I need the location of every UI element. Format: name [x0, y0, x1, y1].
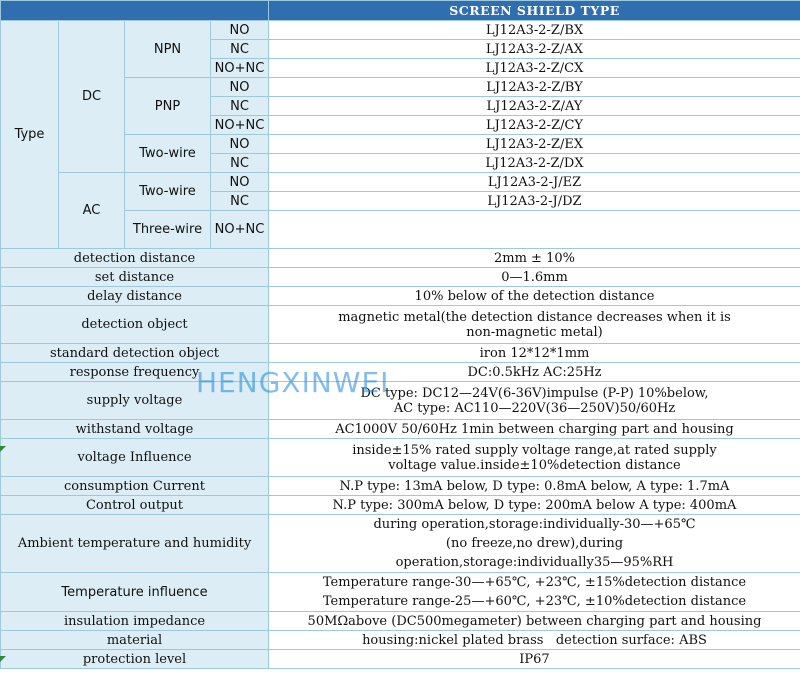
output-cell: NC: [211, 97, 269, 116]
dc-two-wire-label: Two-wire: [125, 135, 211, 173]
model-cell: LJ12A3-2-Z/BX: [269, 21, 800, 40]
detection-distance-label: detection distance: [1, 249, 269, 268]
insulation-impedance-value: 50MΩabove (DC500megameter) between charging part and housing: [269, 612, 800, 631]
material-value: housing:nickel plated brass detection surface: ABS: [269, 631, 800, 650]
set-distance-label: set distance: [1, 268, 269, 287]
model-cell: LJ12A3-2-Z/BY: [269, 78, 800, 97]
corner-marker: [0, 446, 6, 452]
output-cell: NO+NC: [211, 59, 269, 78]
supply-voltage-value: [269, 382, 800, 420]
temperature-influence-value: [269, 573, 800, 612]
output-cell: NO+NC: [211, 211, 269, 249]
delay-distance-label: delay distance: [1, 287, 269, 306]
set-distance-value: 0—1.6mm: [269, 268, 800, 287]
header-title: SCREEN SHIELD TYPE: [269, 1, 800, 21]
voltage-influence-value: [269, 439, 800, 477]
temperature-influence-line: Temperature range-25—+60℃, +23℃, ±10%detection distance: [322, 594, 747, 609]
model-cell: LJ12A3-2-Z/AY: [269, 97, 800, 116]
detection-object-line: non-magnetic metal): [466, 324, 603, 340]
ambient-line: (no freeze,no drew),during: [445, 536, 624, 551]
voltage-influence-line: voltage value.inside±10%detection distance: [388, 457, 681, 473]
corner-marker: [0, 656, 6, 662]
model-cell: LJ12A3-2-J/DZ: [269, 192, 800, 211]
supply-voltage-label: supply voltage: [1, 382, 269, 420]
supply-voltage-line: AC type: AC110—220V(36—250V)50/60Hz: [393, 400, 676, 416]
three-wire-label: Three-wire: [125, 211, 211, 249]
model-cell: LJ12A3-2-Z/EX: [269, 135, 800, 154]
output-cell: NC: [211, 40, 269, 59]
temperature-influence-label: Temperature influence: [1, 573, 269, 612]
standard-detection-object-label: standard detection object: [1, 344, 269, 363]
model-cell: LJ12A3-2-Z/AX: [269, 40, 800, 59]
ac-two-wire-label: Two-wire: [125, 173, 211, 211]
pnp-label: PNP: [125, 78, 211, 135]
insulation-impedance-label: insulation impedance: [1, 612, 269, 631]
model-cell: LJ12A3-2-Z/DX: [269, 154, 800, 173]
detection-object-line: magnetic metal(the detection distance decreases when it is: [338, 309, 731, 325]
ambient-line: operation,storage:individually35—95%RH: [395, 555, 674, 570]
temperature-influence-line: Temperature range-30—+65℃, +23℃, ±15%detection distance: [322, 575, 747, 590]
protection-level-value: IP67: [269, 650, 800, 669]
standard-detection-object-value: iron 12*12*1mm: [269, 344, 800, 363]
voltage-influence-line: inside±15% rated supply voltage range,at rated supply: [352, 442, 717, 458]
delay-distance-value: 10% below of the detection distance: [269, 287, 800, 306]
consumption-current-value: N.P type: 13mA below, D type: 0.8mA below, A type: 1.7mA: [269, 477, 800, 496]
material-label: material: [1, 631, 269, 650]
model-cell: LJ12A3-2-Z/CX: [269, 59, 800, 78]
output-cell: NO: [211, 135, 269, 154]
npn-label: NPN: [125, 21, 211, 78]
ambient-line: during operation,storage:individually-30—+65℃: [373, 517, 696, 532]
detection-distance-value: 2mm ± 10%: [269, 249, 800, 268]
response-frequency-label: response frequency: [1, 363, 269, 382]
output-cell: NC: [211, 192, 269, 211]
supply-voltage-line: DC type: DC12—24V(6-36V)impulse (P-P) 10%below,: [360, 385, 709, 401]
model-cell: LJ12A3-2-J/EZ: [269, 173, 800, 192]
ambient-label: Ambient temperature and humidity: [1, 515, 269, 573]
output-cell: NO+NC: [211, 116, 269, 135]
voltage-influence-label: voltage Influence: [1, 439, 269, 477]
detection-object-label: detection object: [1, 306, 269, 344]
withstand-voltage-label: withstand voltage: [1, 420, 269, 439]
response-frequency-value: DC:0.5kHz AC:25Hz: [269, 363, 800, 382]
control-output-value: N.P type: 300mA below, D type: 200mA below A type: 400mA: [269, 496, 800, 515]
ac-label: AC: [59, 173, 125, 249]
type-label: Type: [1, 21, 59, 249]
header-blank: [1, 1, 269, 21]
detection-object-value: [269, 306, 800, 344]
output-cell: NO: [211, 173, 269, 192]
withstand-voltage-value: AC1000V 50/60Hz 1min between charging part and housing: [269, 420, 800, 439]
dc-label: DC: [59, 21, 125, 173]
consumption-current-label: consumption Current: [1, 477, 269, 496]
output-cell: NC: [211, 154, 269, 173]
protection-level-label: protection level: [1, 650, 269, 669]
watermark: HENGXINWEI: [196, 366, 390, 399]
output-cell: NO: [211, 21, 269, 40]
model-cell: LJ12A3-2-Z/CY: [269, 116, 800, 135]
control-output-label: Control output: [1, 496, 269, 515]
ambient-value: [269, 515, 800, 573]
model-cell: [269, 211, 800, 249]
output-cell: NO: [211, 78, 269, 97]
